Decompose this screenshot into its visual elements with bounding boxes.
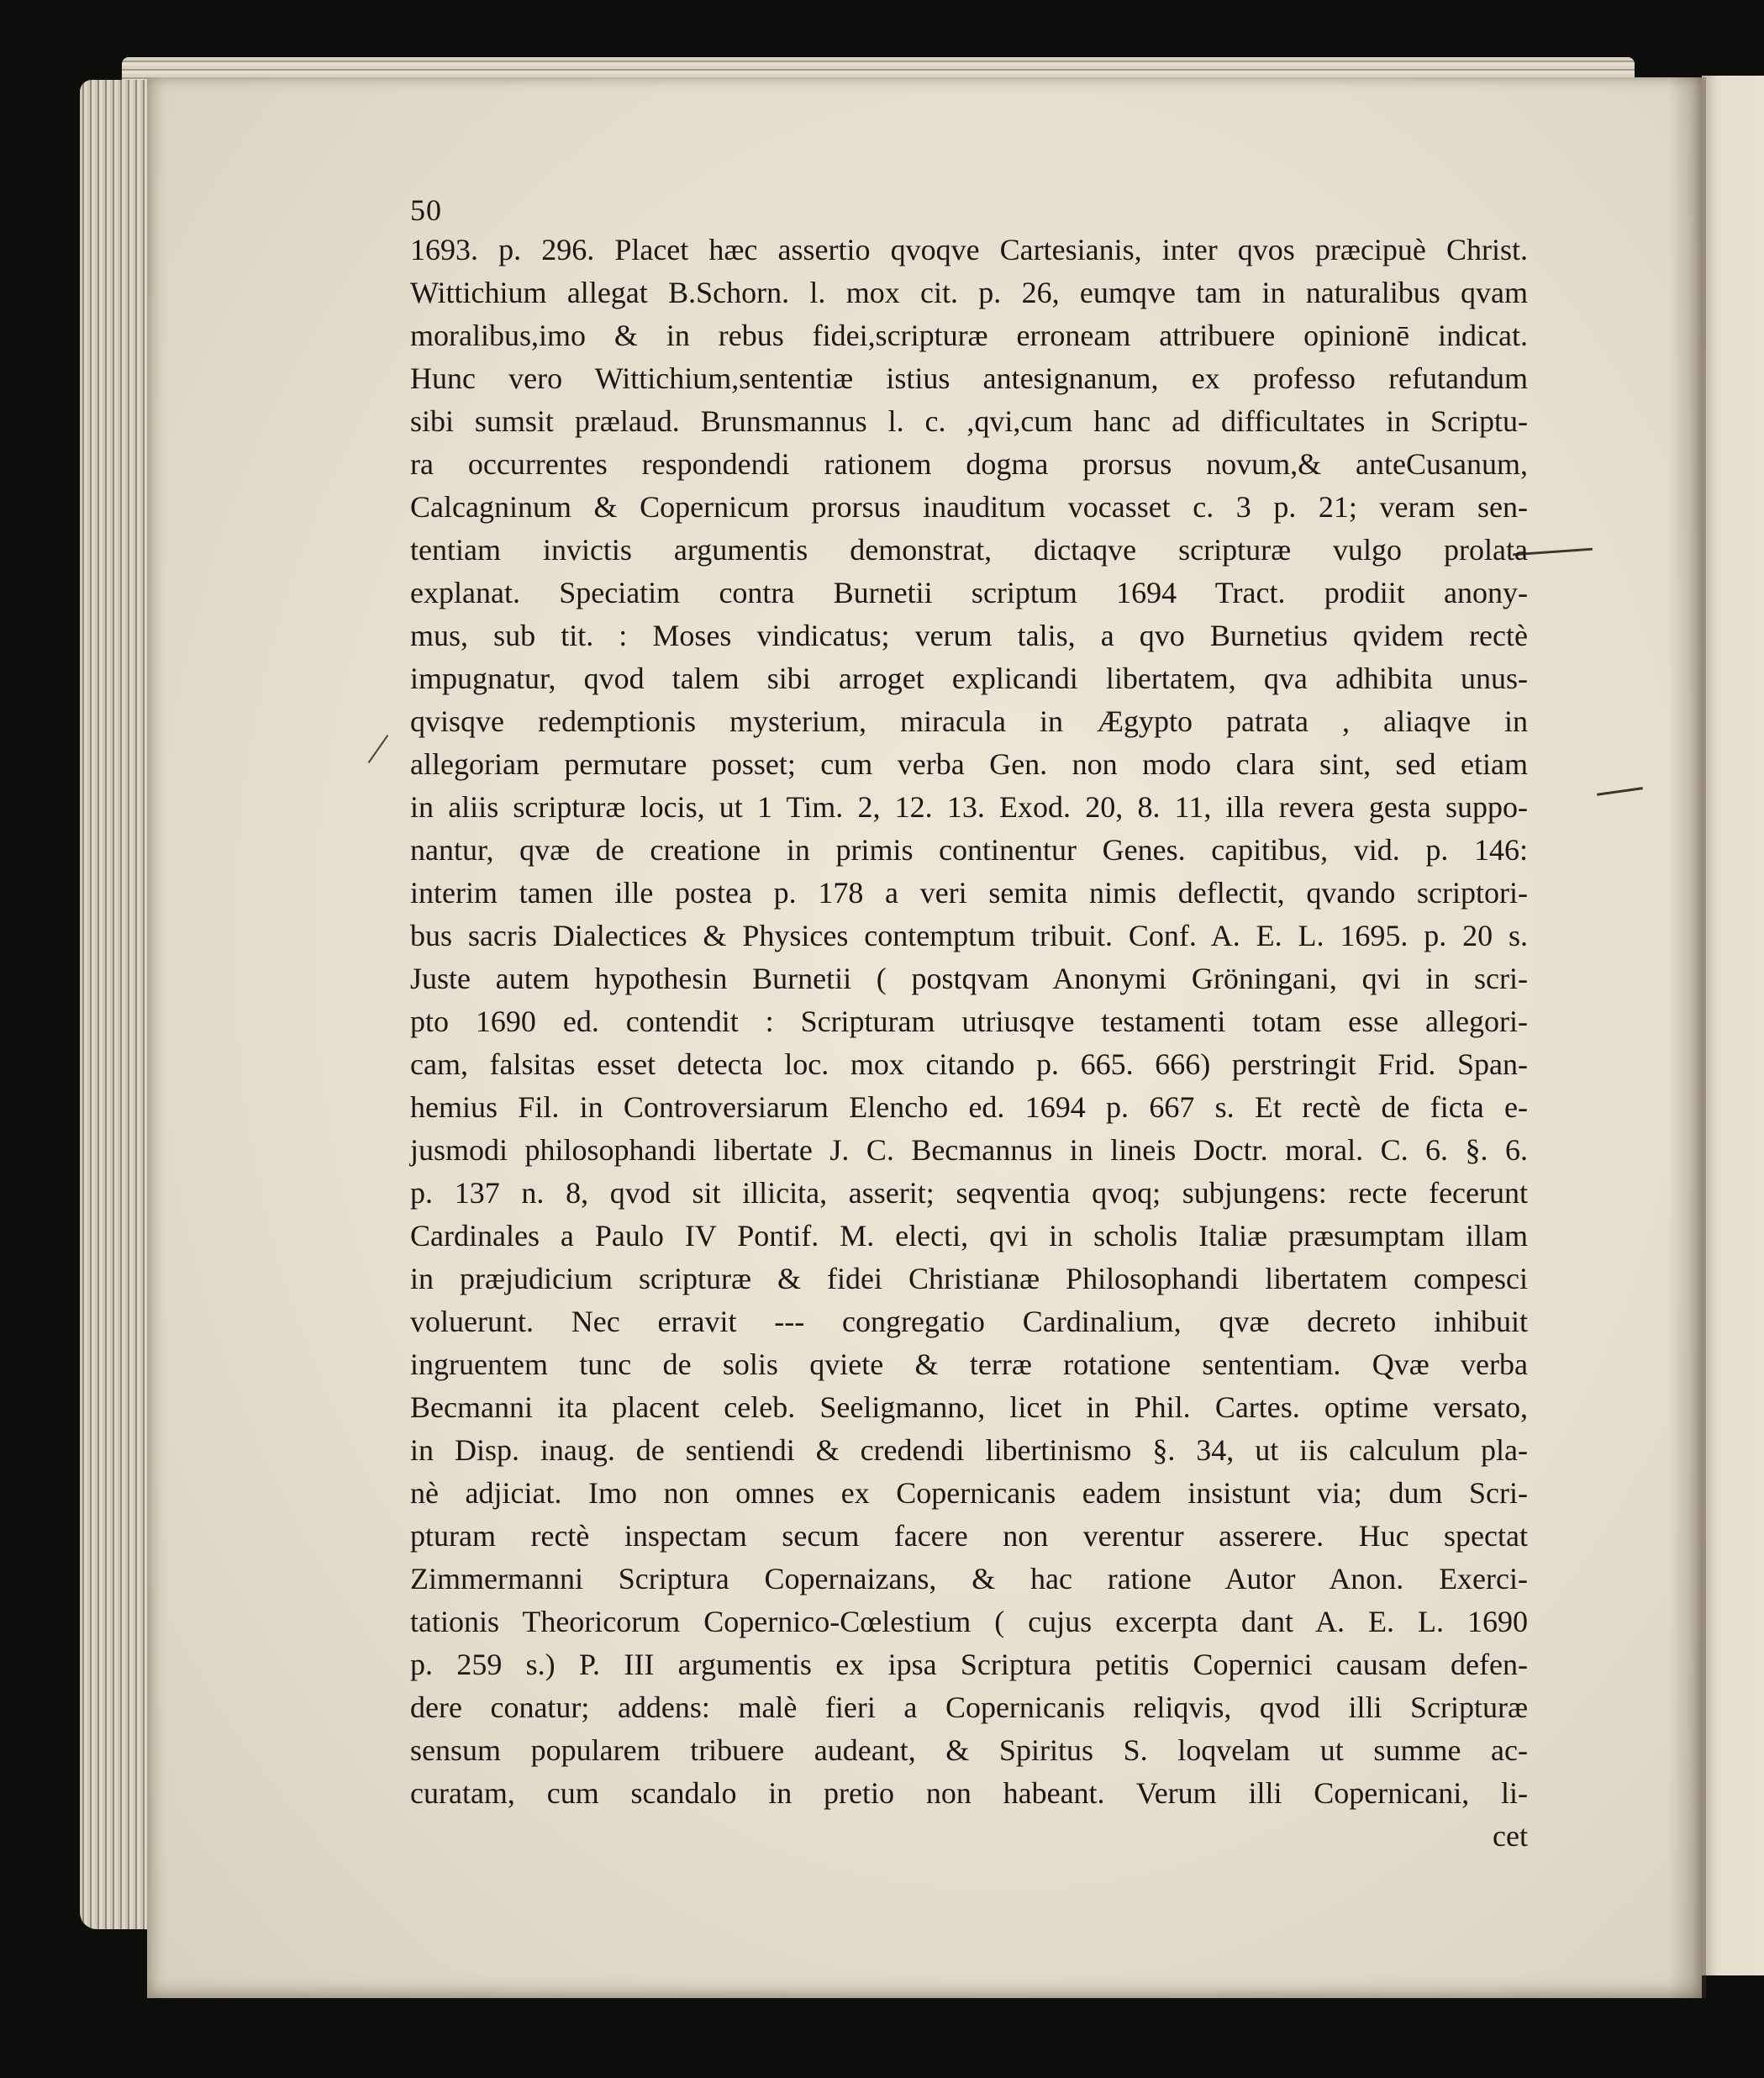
facing-page-edge: [1702, 76, 1764, 1975]
text-line: Juste autem hypothesin Burnetii ( postqvam Anonymi Gröningani, qvi in scri-: [410, 962, 1528, 995]
text-line: mus, sub tit. : Moses vindicatus; verum talis, a qvo Burnetius qvidem rectè: [410, 619, 1528, 652]
text-line: dere conatur; addens: malè fieri a Copernicanis reliqvis, qvod illi Scripturæ: [410, 1690, 1528, 1724]
text-line: Wittichium allegat B.Schorn. l. mox cit. p. 26, eumqve tam in naturalibus qvam: [410, 276, 1528, 309]
text-line: in aliis scripturæ locis, ut 1 Tim. 2, 12. 13. Exod. 20, 8. 11, illa revera gesta suppo-: [410, 790, 1528, 824]
text-line: nantur, qvæ de creatione in primis continentur Genes. capitibus, vid. p. 146:: [410, 833, 1528, 867]
text-line: sibi sumsit prælaud. Brunsmannus l. c. ,qvi,cum hanc ad difficultates in Scriptu-: [410, 404, 1528, 438]
text-line: impugnatur, qvod talem sibi arroget explicandi libertatem, qva adhibita unus-: [410, 662, 1528, 695]
text-line: allegoriam permutare posset; cum verba Gen. non modo clara sint, sed etiam: [410, 747, 1528, 781]
text-line: voluerunt. Nec erravit --- congregatio Cardinalium, qvæ decreto inhibuit: [410, 1305, 1528, 1338]
text-line: sensum popularem tribuere audeant, & Spiritus S. loqvelam ut summe ac-: [410, 1733, 1528, 1767]
text-line: cam, falsitas esset detecta loc. mox citando p. 665. 666) perstringit Frid. Span-: [410, 1047, 1528, 1081]
text-line: tationis Theoricorum Copernico-Cœlestium ( cujus excerpta dant A. E. L. 1690: [410, 1605, 1528, 1638]
text-line: hemius Fil. in Controversiarum Elencho ed. 1694 p. 667 s. Et rectè de ficta e-: [410, 1090, 1528, 1124]
text-line: qvisqve redemptionis mysterium, miracula in Ægypto patrata , aliaqve in: [410, 704, 1528, 738]
text-lines: [410, 229, 1528, 1858]
text-line: Cardinales a Paulo IV Pontif. M. electi, qvi in scholis Italiæ præsumptam illam: [410, 1219, 1528, 1253]
page-text: [410, 192, 1528, 1858]
page-number: 50: [410, 193, 442, 227]
text-line: nè adjiciat. Imo non omnes ex Copernicanis eadem insistunt via; dum Scri-: [410, 1476, 1528, 1510]
text-line: explanat. Speciatim contra Burnetii scriptum 1694 Tract. prodiit anony-: [410, 576, 1528, 609]
text-line: ra occurrentes respondendi rationem dogma prorsus novum,& anteCusanum,: [410, 447, 1528, 481]
text-line: pto 1690 ed. contendit : Scripturam utriusqve testamenti totam esse allegori-: [410, 1005, 1528, 1038]
text-line: Calcagninum & Copernicum prorsus inauditum vocasset c. 3 p. 21; veram sen-: [410, 490, 1528, 524]
text-line: in Disp. inaug. de sentiendi & credendi libertinismo §. 34, ut iis calculum pla-: [410, 1433, 1528, 1467]
text-line: moralibus,imo & in rebus fidei,scripturæ erroneam attribuere opinionē indicat.: [410, 319, 1528, 352]
text-line: interim tamen ille postea p. 178 a veri semita nimis deflectit, qvando scriptori-: [410, 876, 1528, 910]
text-line: in præjudicium scripturæ & fidei Christianæ Philosophandi libertatem compesci: [410, 1262, 1528, 1295]
text-line: ingruentem tunc de solis qviete & terræ rotatione sententiam. Qvæ verba: [410, 1348, 1528, 1381]
text-line: tentiam invictis argumentis demonstrat, dictaqve scripturæ vulgo prolata: [410, 533, 1528, 567]
text-line: bus sacris Dialectices & Physices contemptum tribuit. Conf. A. E. L. 1695. p. 20 s.: [410, 919, 1528, 952]
text-line: Zimmermanni Scriptura Copernaizans, & hac ratione Autor Anon. Exerci-: [410, 1562, 1528, 1595]
gutter-shadow: [1668, 77, 1706, 1998]
text-line: jusmodi philosophandi libertate J. C. Becmannus in lineis Doctr. moral. C. 6. §. 6.: [410, 1133, 1528, 1167]
text-line: pturam rectè inspectam secum facere non verentur asserere. Huc spectat: [410, 1519, 1528, 1553]
text-line: 1693. p. 296. Placet hæc assertio qvoqve Cartesianis, inter qvos præcipuè Christ.: [410, 233, 1528, 266]
text-line: Becmanni ita placent celeb. Seeligmanno, licet in Phil. Cartes. optime versato,: [410, 1390, 1528, 1424]
text-line: p. 137 n. 8, qvod sit illicita, asserit; seqventia qvoq; subjungens: recte fecerunt: [410, 1176, 1528, 1210]
text-line: curatam, cum scandalo in pretio non habeant. Verum illi Copernicani, li-: [410, 1776, 1528, 1810]
text-line: p. 259 s.) P. III argumentis ex ipsa Scriptura petitis Copernici causam defen-: [410, 1648, 1528, 1681]
catchword: cet: [1493, 1819, 1528, 1853]
text-line: Hunc vero Wittichium,sententiæ istius antesignanum, ex professo refutandum: [410, 361, 1528, 395]
